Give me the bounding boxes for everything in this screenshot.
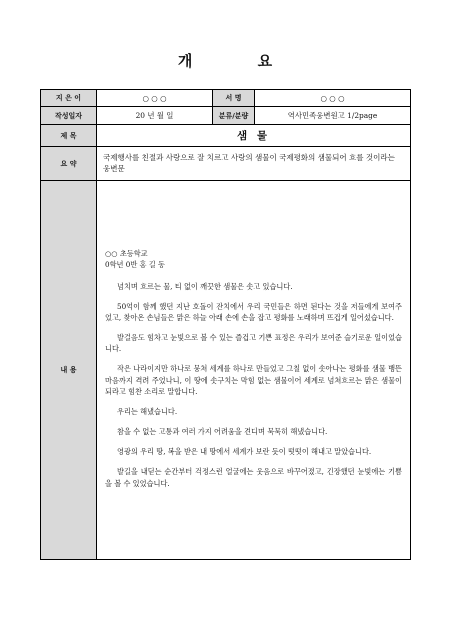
overview-form-table — [40, 89, 411, 560]
category-value: 역사민족웅변원고 1/2page — [255, 107, 411, 125]
row-content — [41, 181, 411, 560]
row-author — [41, 90, 411, 107]
paragraph: 우리는 해냈습니다. — [117, 406, 178, 416]
row-date — [41, 107, 411, 125]
row-subject — [41, 125, 411, 147]
category-label: 분류/분량 — [213, 107, 255, 125]
content-label: 내 용 — [41, 181, 97, 560]
author-value: ○ ○ ○ — [97, 90, 213, 107]
row-summary — [41, 147, 411, 181]
date-value: 20 년 월 일 — [97, 107, 213, 125]
school-line: ○○ 초등학교 — [105, 249, 148, 259]
summary-value: 국제행사를 친절과 사랑으로 잘 치르고 사랑의 샘물이 국제평화의 샘물되어 흐를 것이라는 웅변문 — [97, 147, 411, 181]
paragraph: 발걸음도 힘차고 눈빛으로 볼 수 있는 즐겁고 기쁜 표정은 우리가 보여준 슬기로운 일이었습니다. — [105, 333, 402, 354]
paragraph: 영광의 우리 땅, 복을 받은 내 땅에서 세계가 보란 듯이 떳떳이 해내고 말았습니다. — [117, 447, 372, 457]
writer-label: 서 명 — [213, 90, 255, 107]
student-line: 0학년 0반 홍 길 동 — [105, 260, 165, 270]
author-label: 지 은 이 — [41, 90, 97, 107]
writer-value: ○ ○ ○ — [255, 90, 411, 107]
page-title: 개 요 — [177, 52, 303, 70]
summary-label: 요 약 — [41, 147, 97, 181]
subject-label: 제 목 — [41, 125, 97, 147]
date-label: 작성일자 — [41, 107, 97, 125]
subject-value: 샘 물 — [97, 125, 411, 147]
paragraph: 발길을 내딛는 순간부터 걱정스런 얼굴에는 웃음으로 바꾸어졌고, 긴장했던 눈빛에는 기쁨을 볼 수 있었습니다. — [105, 467, 402, 488]
paragraph: 넘치며 흐르는 물, 티 없이 깨끗한 샘물은 솟고 있습니다. — [117, 281, 293, 291]
paragraph: 50억이 함께 했던 지난 호돌이 잔치에서 우리 국민들은 하면 된다는 것을 저들에게 보여주었고, 찾아온 손님들은 맑은 하늘 아래 손에 손을 잡고 평화를 노래하며 뜨겁게 일어섰습니다. — [105, 301, 402, 322]
paragraph: 작은 나라이지만 하나로 뭉쳐 세계를 하나로 만들었고 그칠 없이 솟아나는 평화를 샘물 뱅뜬 마음까지 격려 주었나니, 이 땅에 솟구치는 막힘 없는 샘물이어 세계로 넘쳐흐르는 맑은 샘물이 되라고 힘찬 소리로 말합니다. — [105, 364, 402, 396]
content-body — [97, 181, 411, 560]
paragraph: 참을 수 없는 고통과 여러 가지 어려움을 견디며 묵묵히 해냈습니다. — [117, 427, 328, 437]
